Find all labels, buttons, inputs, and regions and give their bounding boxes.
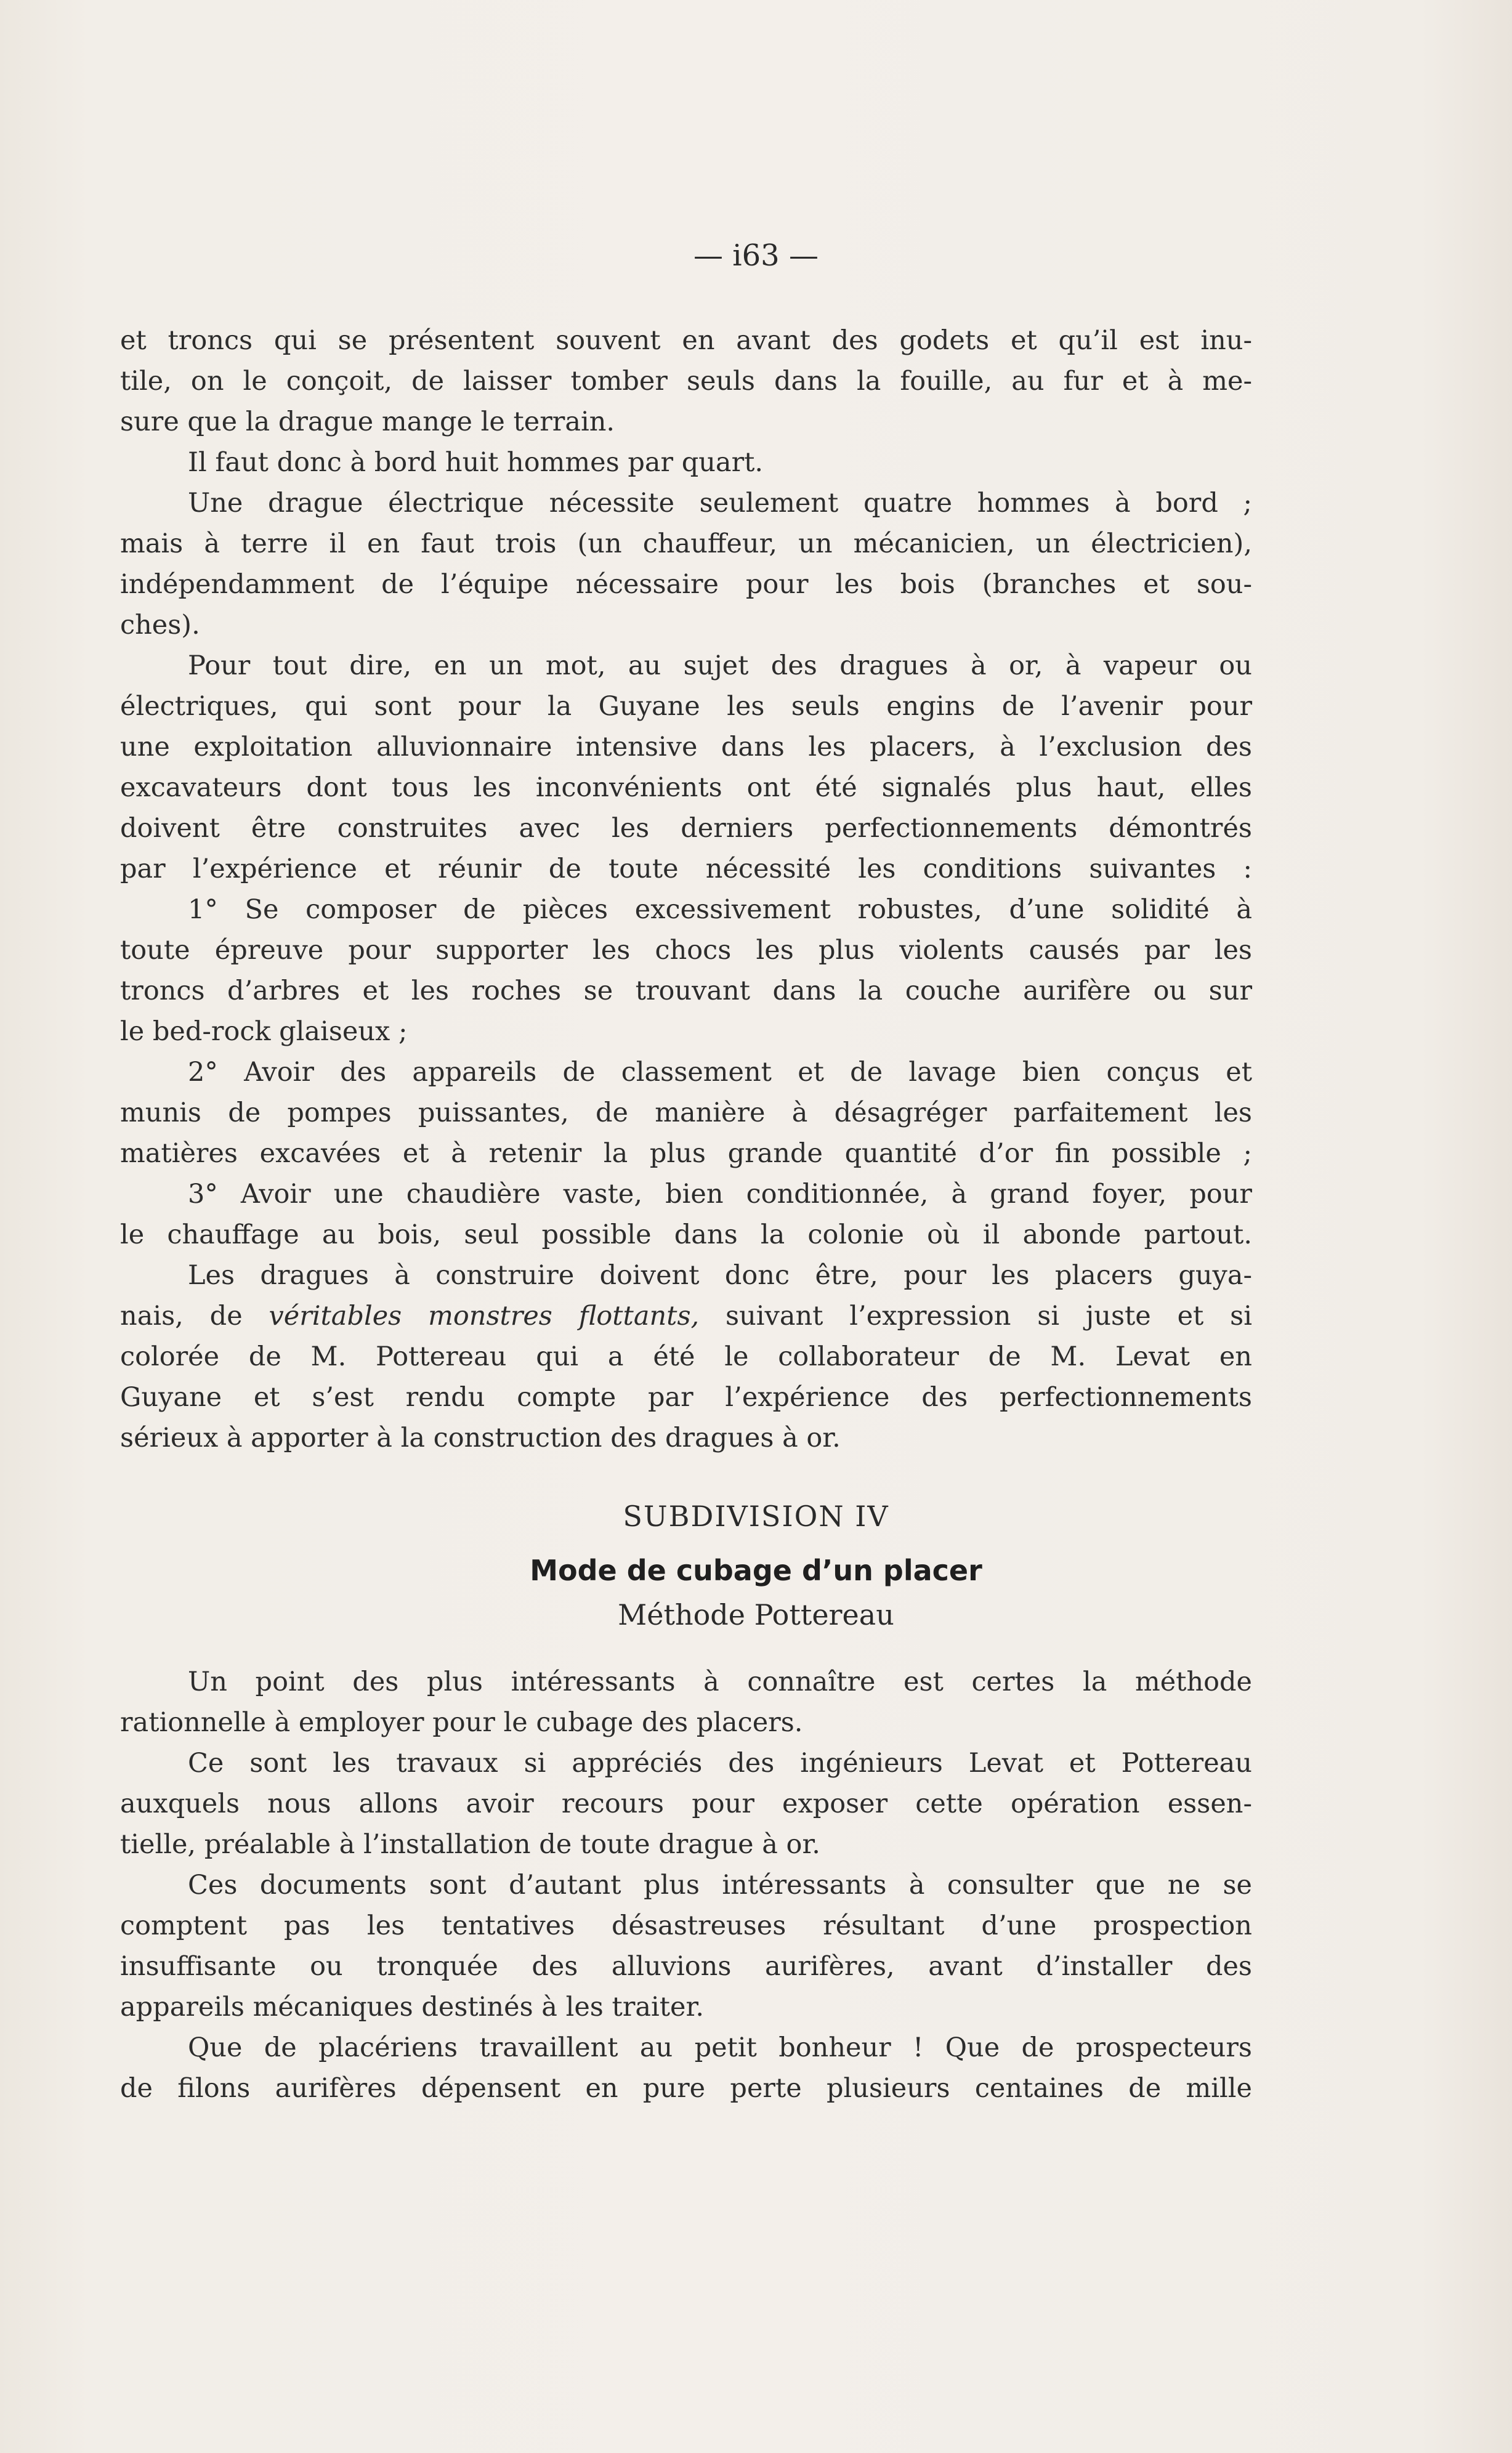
- text-line: indépendamment de l’équipe nécessaire pour les bois (branches et sou-: [120, 569, 1252, 600]
- text-line: comptent pas les tentatives désastreuses résultant d’une prospection: [120, 1910, 1252, 1941]
- text-line-with-italic: [120, 1296, 1252, 1336]
- text-line: toute épreuve pour supporter les chocs les plus violents causés par les: [120, 935, 1252, 966]
- text-line: ches).: [120, 610, 200, 641]
- text-line: Il faut donc à bord huit hommes par quart.: [188, 447, 764, 478]
- text-line: Ce sont les travaux si appréciés des ingénieurs Levat et Pottereau: [188, 1748, 1252, 1779]
- page-number: — i63 —: [693, 238, 819, 273]
- body-text-upper: [120, 320, 1252, 1458]
- text-line: Guyane et s’est rendu compte par l’expérience des perfectionnements: [120, 1382, 1252, 1413]
- text-line: 2° Avoir des appareils de classement et de lavage bien conçus et: [188, 1057, 1252, 1088]
- section-title: Mode de cubage d’un placer: [530, 1554, 982, 1587]
- body-text-lower: [120, 1662, 1252, 2109]
- text-line: électriques, qui sont pour la Guyane les seuls engins de l’avenir pour: [120, 691, 1252, 722]
- text-line: insuffisante ou tronquée des alluvions aurifères, avant d’installer des: [120, 1951, 1252, 1982]
- text-line: le bed-rock glaiseux ;: [120, 1016, 408, 1047]
- text-line: Les dragues à construire doivent donc être, pour les placers guya-: [188, 1260, 1252, 1291]
- text-line: troncs d’arbres et les roches se trouvant dans la couche aurifère ou sur: [120, 976, 1252, 1006]
- text-line: Un point des plus intéressants à connaître est certes la méthode: [188, 1667, 1252, 1697]
- text-run: suivant l’expression si juste et si: [699, 1301, 1252, 1332]
- text-line: tielle, préalable à l’installation de toute drague à or.: [120, 1829, 820, 1860]
- text-line: mais à terre il en faut trois (un chauffeur, un mécanicien, un électricien),: [120, 528, 1252, 559]
- text-line: Pour tout dire, en un mot, au sujet des dragues à or, à vapeur ou: [188, 650, 1252, 681]
- text-line: par l’expérience et réunir de toute nécessité les conditions suivantes :: [120, 854, 1252, 884]
- text-line: colorée de M. Pottereau qui a été le collaborateur de M. Levat en: [120, 1341, 1252, 1372]
- text-line: Que de placériens travaillent au petit bonheur ! Que de prospecteurs: [188, 2032, 1252, 2063]
- text-line: et troncs qui se présentent souvent en avant des godets et qu’il est inu-: [120, 325, 1252, 356]
- text-line: tile, on le conçoit, de laisser tomber seuls dans la fouille, au fur et à me-: [120, 366, 1252, 397]
- text-line: de filons aurifères dépensent en pure perte plusieurs centaines de mille: [120, 2073, 1252, 2104]
- text-line: sérieux à apporter à la construction des dragues à or.: [120, 1423, 841, 1453]
- text-line: 3° Avoir une chaudière vaste, bien conditionnée, à grand foyer, pour: [188, 1179, 1252, 1210]
- text-line: excavateurs dont tous les inconvénients ont été signalés plus haut, elles: [120, 772, 1252, 803]
- italic-phrase: véritables monstres flottants,: [269, 1301, 700, 1332]
- text-line: munis de pompes puissantes, de manière à désagréger parfaitement les: [120, 1097, 1252, 1128]
- section-subtitle: Méthode Pottereau: [618, 1598, 894, 1631]
- text-line: matières excavées et à retenir la plus grande quantité d’or fin possible ;: [120, 1138, 1252, 1169]
- text-line: sure que la drague mange le terrain.: [120, 406, 615, 437]
- text-line: auxquels nous allons avoir recours pour exposer cette opération essen-: [120, 1788, 1252, 1819]
- text-line: doivent être construites avec les derniers perfectionnements démontrés: [120, 813, 1252, 844]
- subdivision-label: SUBDIVISION IV: [623, 1500, 889, 1533]
- text-line: Ces documents sont d’autant plus intéressants à consulter que ne se: [188, 1870, 1252, 1901]
- text-line: 1° Se composer de pièces excessivement robustes, d’une solidité à: [188, 894, 1252, 925]
- text-line: Une drague électrique nécessite seulement quatre hommes à bord ;: [188, 488, 1252, 519]
- text-line: une exploitation alluvionnaire intensive dans les placers, à l’exclusion des: [120, 732, 1252, 762]
- text-line: rationnelle à employer pour le cubage des placers.: [120, 1707, 803, 1738]
- text-run: nais, de: [120, 1301, 269, 1332]
- text-line: appareils mécaniques destinés à les traiter.: [120, 1992, 704, 2023]
- text-line: le chauffage au bois, seul possible dans la colonie où il abonde partout.: [120, 1219, 1252, 1250]
